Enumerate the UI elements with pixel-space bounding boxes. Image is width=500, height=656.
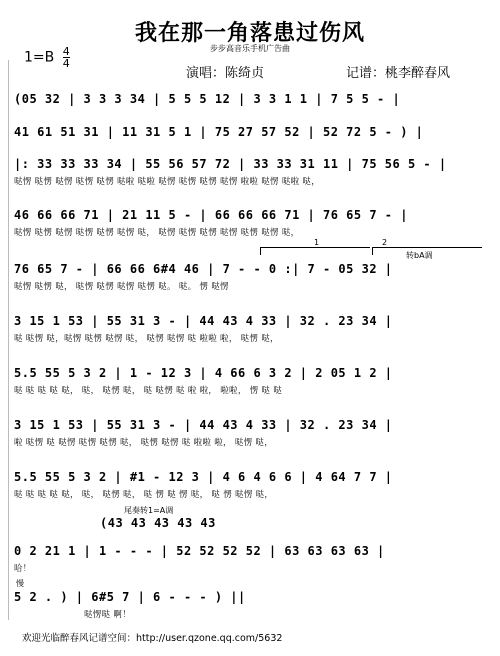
time-top: 4	[62, 45, 70, 58]
time-signature	[63, 46, 70, 69]
lyric-row-8: 啦 哒愣 哒 哒愣 哒愣 哒愣 哒， 哒愣 哒愣 哒 啦啦 啦， 哒愣 哒，	[14, 438, 274, 448]
notation-row-1: (05 32 | 3 3 3 34 | 5 5 5 12 | 3 3 1 1 | 7 5 5 - |	[14, 92, 401, 106]
tempo-slow-mark: 慢	[16, 579, 24, 588]
volta-2-bracket-left	[372, 247, 373, 255]
lyric-row-10: 哈！	[14, 564, 32, 574]
left-edge-line	[8, 60, 10, 620]
volta-1-label: 1	[314, 238, 320, 247]
singer-credit: 演唱：陈绮贞	[186, 66, 265, 81]
song-title: 我在那一角落患过伤风	[134, 20, 365, 46]
notation-row-2: 41 61 51 31 | 11 31 5 1 | 75 27 57 52 | 52 72 5 - ) |	[14, 125, 424, 139]
notation-row-4: 46 66 66 71 | 21 11 5 - | 66 66 66 71 | 76 65 7 - |	[14, 208, 408, 222]
key-label: 1=B	[24, 49, 55, 66]
ending-intro-notes: (43 43 43 43 43	[100, 516, 216, 530]
notation-row-10: 0 2 21 1 | 1 - - - | 52 52 52 52 | 63 63 63 63 |	[14, 544, 385, 558]
song-subtitle: 步步高音乐手机广告曲	[210, 44, 290, 53]
key-signature	[24, 46, 70, 69]
lyric-row-9: 哒 哒 哒 哒 哒， 哒， 哒愣 哒， 哒 愣 哒 愣 哒， 哒 愣 哒愣 哒，	[14, 490, 274, 500]
lyric-row-11: 哒愣哒 啊！	[84, 610, 132, 620]
key-change-note: 转bA调	[406, 251, 433, 260]
time-bottom: 4	[62, 57, 70, 70]
ending-key-change: 尾奏转1=A调	[124, 506, 174, 515]
lyric-row-4: 哒愣 哒愣 哒愣 哒愣 哒愣 哒愣 哒， 哒愣 哒愣 哒愣 哒愣 哒愣 哒愣 哒，	[14, 228, 300, 238]
volta-1-bracket-left	[260, 247, 261, 255]
notation-row-11: 5 2 . ) | 6#5 7 | 6 - - - ) ||	[14, 590, 246, 604]
lyric-row-5: 哒愣 哒愣 哒， 哒愣 哒愣 哒愣 哒愣 哒。 哒。 愣 哒愣	[14, 282, 229, 292]
volta-1-bracket	[260, 247, 370, 248]
lyric-row-7: 哒 哒 哒 哒 哒， 哒， 哒愣 哒， 哒 哒愣 哒 啦 啦， 啦啦， 愣 哒 哒	[14, 386, 283, 396]
lyric-row-3: 哒愣 哒愣 哒愣 哒愣 哒愣 哒啦 哒啦 哒愣 哒愣 哒愣 哒愣 啦啦 哒愣 哒啦 哒，	[14, 177, 321, 187]
transcriber-credit: 记谱：桃李醉春风	[346, 66, 451, 81]
notation-row-3: |: 33 33 33 34 | 55 56 57 72 | 33 33 31 11 | 75 56 5 - |	[14, 157, 447, 171]
footer-link-text: 欢迎光临醉春风记谱空间：http://user.qzone.qq.com/5632	[22, 633, 283, 644]
notation-row-9: 5.5 55 5 3 2 | #1 - 12 3 | 4 6 4 6 6 | 4 64 7 7 |	[14, 470, 393, 484]
volta-2-label: 2	[382, 238, 388, 247]
volta-2-bracket	[372, 247, 482, 248]
notation-row-5: 76 65 7 - | 66 66 6#4 46 | 7 - - 0 :| 7 - 05 32 |	[14, 262, 393, 276]
lyric-row-6: 哒 哒愣 哒，哒愣 哒愣 哒愣 哒， 哒愣 哒愣 哒 啦啦 啦， 哒愣 哒，	[14, 334, 279, 344]
notation-row-7: 5.5 55 5 3 2 | 1 - 12 3 | 4 66 6 3 2 | 2 05 1 2 |	[14, 366, 393, 380]
notation-row-8: 3 15 1 53 | 55 31 3 - | 44 43 4 33 | 32 . 23 34 |	[14, 418, 393, 432]
notation-row-6: 3 15 1 53 | 55 31 3 - | 44 43 4 33 | 32 . 23 34 |	[14, 314, 393, 328]
